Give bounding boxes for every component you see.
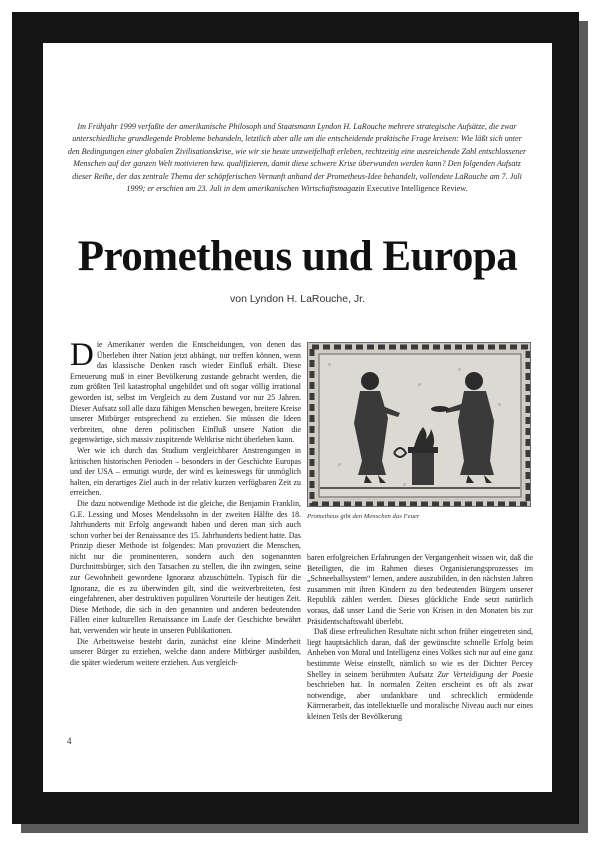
paragraph-6-text-a: Daß diese erfreulichen Resultate nicht schon früher eingetreten sind, liegt hauptsächlich daran, daß der gewünschte schnelle Erfolg beim Anheben von Moral und Intelligenz eines Volkes sich nur auf eine ganz bestimmte Weise einstellt, nämlich so wie es der Dichter Percey Shelley in seinem berühmten Aufsatz: [307, 627, 533, 679]
mosaic-illustration: [308, 343, 531, 507]
paragraph-1: [70, 337, 301, 446]
paragraph-1-text: ie Amerikaner werden die Entscheidungen, von denen das Überleben ihrer Nation jetzt abhängt, nur treffen können, wenn das klassische Denken rasch wieder Einfluß erhält. Diese Erneuerung muß in einer Bevölkerung zustande gebracht werden, die zum größten Teil katastrophal ungebildet und oft sogar völlig irrational geworden ist, selbst im Vergleich zu dem Zustand vor nur 25 Jahren. Dieser Aufsatz soll alle dazu fähigen Menschen bewegen, breitere Kreise unserer Mitbürger entsprechend zu erziehen. Sie müssen die Ideen verbreiten, ohne deren politischen Einfluß unsere Nation die gegenwärtige, sich massiv zuspitzende Weltkrise nicht überleben kann.: [70, 340, 301, 445]
intro-magazine: Executive Intelligence Review.: [366, 184, 468, 194]
intro-text: Im Frühjahr 1999 verfaßte der amerikanische Philosoph und Staatsmann Lyndon H. LaRouche mehrere strategische Aufsätze, die zwar unterschiedliche grundlegende Probleme behandeln, letztlich aber alle um die entscheidende praktische Frage kreisen: Wie läßt sich unter den Bedingungen einer globalen Zivilisationskrise, wie wir sie heute unzweifelhaft erleben, rechtzeitig eine ausreichende Zahl entschlossener Menschen auf der ganzen Welt motivieren bzw. qualifizieren, damit diese schwere Krise überwunden werden kann? Den folgenden Aufsatz dieser Reihe, der das zentrale Thema der schöpferischen Vernunft anhand der Prometheus-Idee behandelt, vollendete LaRouche am 7. Juli 1999; er erschien am 23. Juli in dem amerikanischen Wirtschaftsmagazin: [67, 122, 527, 194]
magazine-page: [43, 43, 552, 792]
paragraph-5: baren erfolgreichen Erfahrungen der Vergangenheit wissen wir, daß die Beteiligten, die im Rahmen dieses Organisierungsprozesses im „Schneeballsystem“ lernen, andere auszubilden, in den nächsten Jahren zusammen mit ihren Kindern zu den bedeutenden Bürgern unserer Republik zählen werden. Dieses glückliche Ende setzt natürlich voraus, daß unser Land die Serie von Krisen in den Monaten bis zur Präsidentschaftswahl überlebt.: [307, 553, 533, 626]
paragraph-2: Wer wie ich durch das Studium vergleichbarer Anstrengungen in kritischen historischen Perioden – besonders in der Geschichte Europas und der USA – ermutigt wurde, der wird es keineswegs für unmöglich halten, ein derartiges Ziel auch in der relativ kurzen verfügbaren Zeit zu erreichen.: [70, 445, 301, 498]
paragraph-4: Die Arbeitsweise besteht darin, zunächst eine kleine Minderheit unserer Bürger zu erziehen, welche dann andere Mitbürger ausbilden, die später wiederum weitere erziehen. Aus vergleich-: [70, 636, 301, 667]
article-title: Prometheus und Europa: [77, 233, 518, 280]
prometheus-mosaic-image: [307, 342, 531, 507]
paragraph-6-text-b: beschrieben hat. In normalen Zeiten erscheint es oft als zwar notwendige, aber undankbare und schrecklich ermüdende Kärrnerarbeit, das intellektuelle und moralische Niveau auch nur eines kleinen Teils der Bevölkerung: [307, 680, 533, 721]
intro-paragraph: [67, 121, 527, 195]
drop-cap: D: [70, 337, 94, 373]
article-byline: von Lyndon H. LaRouche, Jr.: [229, 293, 366, 305]
figure-caption: Prometheus gibt den Menschen das Feuer: [307, 513, 420, 520]
paragraph-6: [307, 627, 533, 722]
paragraph-6-title: Zur Verteidigung der Poesie: [437, 669, 533, 679]
paragraph-3: Die dazu notwendige Methode ist die gleiche, die Benjamin Franklin, G.E. Lessing und Moses Mendelssohn in der zweiten Hälfte des 18. Jahrhunderts mit Erfolg angewandt haben und deren man sich auch schon vorher bei der Renaissance des 15. Jahrhunderts bedient hatte. Das Prinzip dieser Methode ist folgendes: Man provoziert die Menschen, nicht nur die prominenteren, sondern auch den sogenannten Durchnittsbürger, sich den Tatsachen zu stellen, die ihn zwingen, seine zur Gewohnheit gewordene Ignoranz abzuschütteln. Typisch für die Ignoranz, die es zu überwinden gilt, sind die weitverbreiteten, fest eingefahrenen, aber destruktiven populären Vorurteile der heutigen Zeit. Diese Methode, die sich in den genannten und anderen bedeutenden Fällen einer kulturellen Renaissance im Laufe der Geschichte bewährt hat, verwenden wir heute in unseren Publikationen.: [70, 498, 301, 636]
article-column-right: [307, 553, 533, 723]
page-number: 4: [67, 736, 72, 746]
article-column-left: [70, 337, 301, 668]
